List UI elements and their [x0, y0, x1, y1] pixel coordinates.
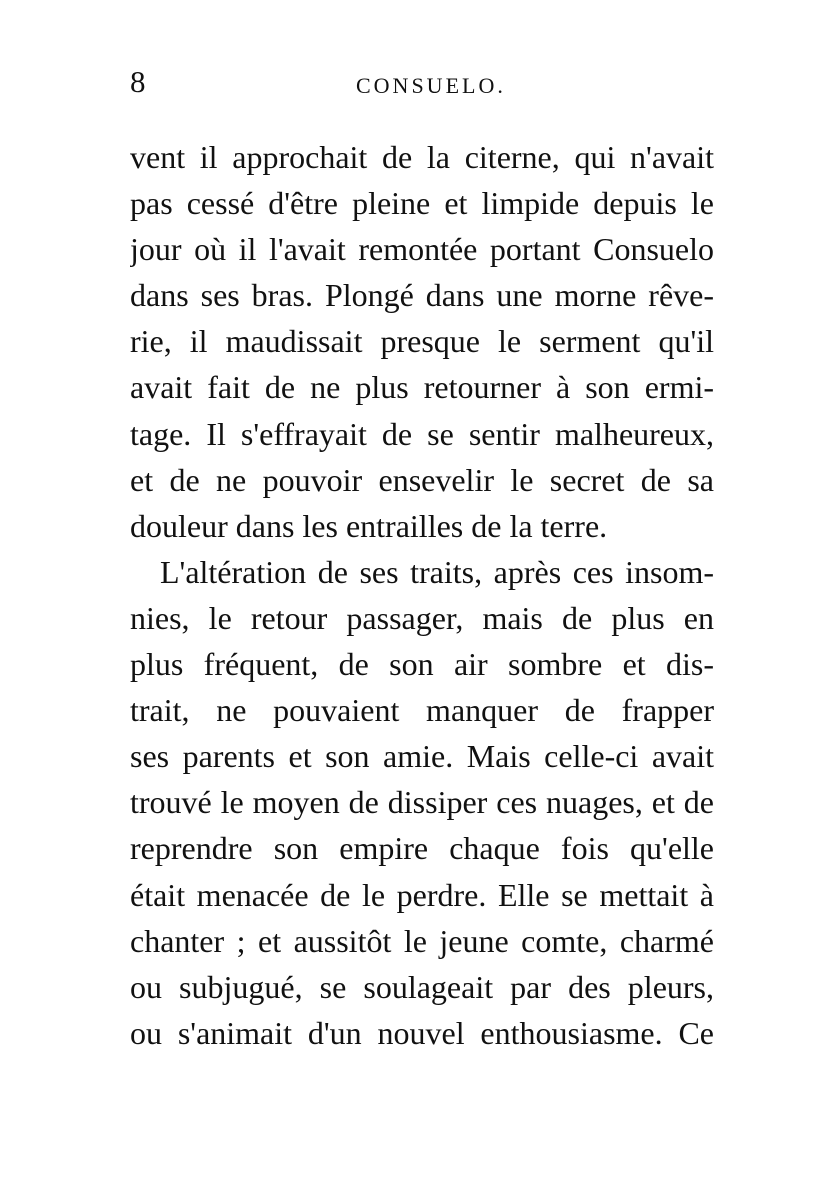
- text-line: plus fréquent, de son air sombre et dis-: [130, 646, 714, 683]
- text-line: jour où il l'avait remontée portant Consuelo: [130, 231, 714, 268]
- text-line: tage. Il s'effrayait de se sentir malheureux,: [130, 415, 714, 452]
- text-line: ses parents et son amie. Mais celle-ci avait: [130, 738, 714, 775]
- text-line: trait, ne pouvaient manquer de frapper: [130, 692, 714, 729]
- text-line: nies, le retour passager, mais de plus en: [130, 599, 714, 636]
- text-line: avait fait de ne plus retourner à son ermi-: [130, 369, 714, 406]
- text-line: chanter ; et aussitôt le jeune comte, charmé: [130, 922, 714, 959]
- text-line: douleur dans les entrailles de la terre.: [130, 507, 608, 544]
- text-line: et de ne pouvoir ensevelir le secret de sa: [130, 461, 714, 498]
- text-line: rie, il maudissait presque le serment qu'il: [130, 323, 714, 360]
- body-text: [130, 134, 714, 1056]
- running-title: CONSUELO.: [356, 73, 506, 98]
- text-line: reprendre son empire chaque fois qu'elle: [130, 830, 714, 867]
- page-number: 8: [130, 64, 146, 99]
- text-line: L'altération de ses traits, après ces insom-: [160, 553, 714, 590]
- text-line: pas cessé d'être pleine et limpide depuis le: [130, 185, 714, 222]
- text-line: ou s'animait d'un nouvel enthousiasme. Ce: [130, 1014, 714, 1051]
- text-line: dans ses bras. Plongé dans une morne rêve-: [130, 277, 714, 314]
- text-line: vent il approchait de la citerne, qui n'avait: [130, 139, 714, 175]
- text-line: était menacée de le perdre. Elle se mettait à: [130, 876, 714, 913]
- text-line: trouvé le moyen de dissiper ces nuages, et de: [130, 784, 714, 821]
- text-line: ou subjugué, se soulageait par des pleurs,: [130, 968, 714, 1005]
